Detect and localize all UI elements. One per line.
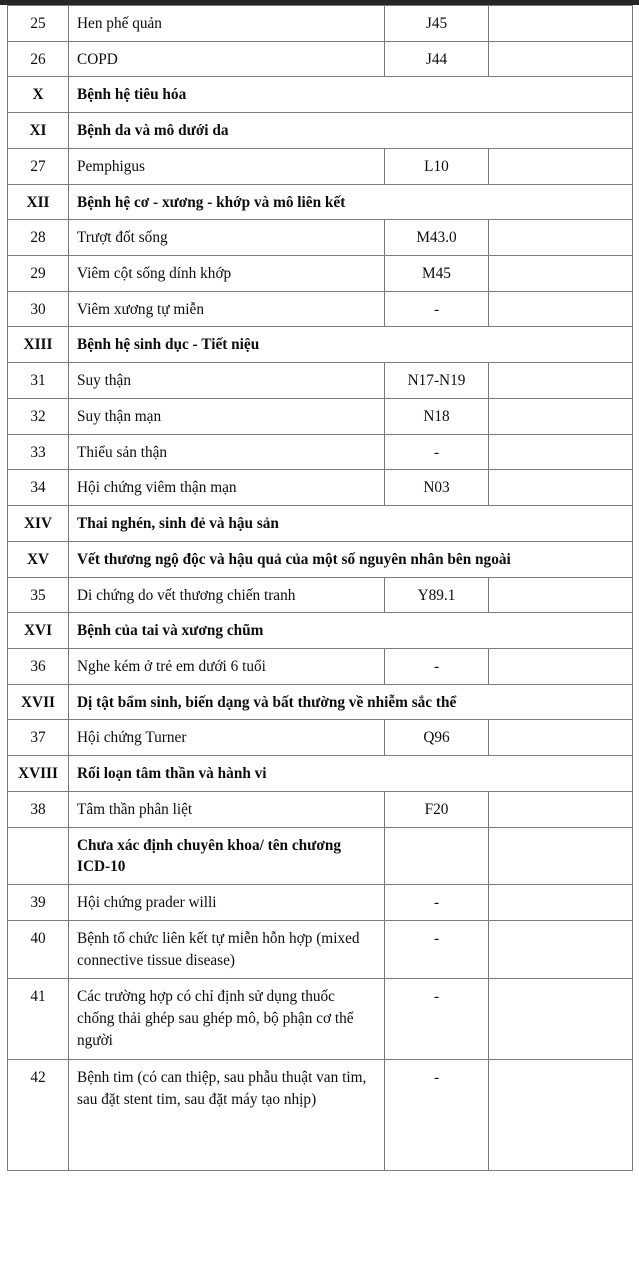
note-cell	[489, 827, 633, 884]
disease-name: Chưa xác định chuyên khoa/ tên chương ICD-10	[77, 836, 341, 876]
chapter-roman: XIII	[23, 336, 53, 354]
icd-code: L10	[424, 157, 449, 175]
chapter-name: Bệnh hệ tiêu hóa	[77, 86, 187, 104]
note-cell	[489, 920, 633, 978]
chapter-roman: XV	[26, 550, 50, 568]
row-number-cell	[8, 220, 69, 256]
chapter-name: Dị tật bẩm sinh, biến dạng và bất thường về nhiễm sắc thể	[77, 693, 457, 711]
disease-name: Hội chứng Turner	[77, 729, 187, 747]
chapter-name: Vết thương ngộ độc và hậu quả của một số nguyên nhân bên ngoài	[77, 550, 511, 568]
disease-name: Bệnh tổ chức liên kết tự miễn hỗn hợp (mixed connective tissue disease)	[77, 929, 360, 969]
icd-code: -	[433, 1068, 440, 1086]
chapter-name-cell	[69, 327, 633, 363]
disease-name-cell	[69, 979, 385, 1060]
chapter-heading-row	[8, 184, 633, 220]
note-cell	[489, 979, 633, 1060]
table-row	[8, 1059, 633, 1170]
row-number	[8, 828, 68, 841]
note-cell	[489, 291, 633, 327]
disease-name-cell	[69, 470, 385, 506]
disease-name: Thiểu sản thận	[77, 443, 168, 461]
disease-name-cell	[69, 256, 385, 292]
note-text	[489, 292, 632, 305]
row-number-cell	[8, 1059, 69, 1170]
chapter-heading-row	[8, 613, 633, 649]
chapter-roman-cell	[8, 184, 69, 220]
table-row	[8, 979, 633, 1060]
note-text	[489, 792, 632, 805]
note-text	[489, 399, 632, 412]
disease-name-cell	[69, 827, 385, 884]
row-number-cell	[8, 979, 69, 1060]
icd-code-cell	[385, 148, 489, 184]
disease-name: Viêm cột sống dính khớp	[77, 265, 232, 283]
row-number: 31	[30, 372, 46, 390]
icd-code: Q96	[423, 729, 450, 747]
note-text	[489, 6, 632, 19]
row-number: 37	[30, 729, 46, 747]
table-row	[8, 884, 633, 920]
disease-name-cell	[69, 1059, 385, 1170]
row-number-cell	[8, 41, 69, 77]
chapter-roman-cell	[8, 541, 69, 577]
row-number-cell	[8, 577, 69, 613]
table-row	[8, 434, 633, 470]
row-number: 30	[30, 300, 46, 318]
table-row	[8, 291, 633, 327]
note-cell	[489, 791, 633, 827]
table-row	[8, 791, 633, 827]
disease-name-cell	[69, 884, 385, 920]
disease-name: Nghe kém ở trẻ em dưới 6 tuổi	[77, 657, 266, 675]
row-number: 34	[30, 479, 46, 497]
note-text	[489, 979, 632, 992]
disease-name-cell	[69, 577, 385, 613]
table-row	[8, 648, 633, 684]
icd-code: F20	[424, 800, 449, 818]
disease-name-cell	[69, 291, 385, 327]
row-number: 32	[30, 407, 46, 425]
disease-name: Hen phế quản	[77, 15, 162, 32]
chapter-roman-cell	[8, 113, 69, 149]
table-row	[8, 720, 633, 756]
chapter-name: Thai nghén, sinh đẻ và hậu sản	[77, 515, 279, 533]
table-row	[8, 6, 633, 42]
note-cell	[489, 363, 633, 399]
disease-name: Di chứng do vết thương chiến tranh	[77, 586, 296, 604]
disease-name: Suy thận	[77, 372, 131, 390]
row-number-cell	[8, 884, 69, 920]
row-number-cell	[8, 470, 69, 506]
row-number-cell	[8, 720, 69, 756]
row-number: 33	[30, 443, 46, 461]
disease-name-cell	[69, 434, 385, 470]
icd-code-cell	[385, 884, 489, 920]
chapter-heading-row	[8, 113, 633, 149]
row-number: 26	[30, 50, 46, 68]
note-text	[489, 1060, 632, 1073]
row-number: 25	[30, 15, 46, 32]
chapter-name-cell	[69, 506, 633, 542]
note-text	[489, 149, 632, 162]
chapter-roman-cell	[8, 613, 69, 649]
icd-code: -	[433, 929, 440, 947]
table-row	[8, 398, 633, 434]
icd-code	[385, 828, 488, 841]
icd-code-cell	[385, 720, 489, 756]
note-text	[489, 42, 632, 55]
note-text	[489, 578, 632, 591]
chapter-name: Bệnh hệ sinh dục - Tiết niệu	[77, 336, 260, 354]
note-cell	[489, 398, 633, 434]
document-page	[0, 5, 639, 1171]
row-number-cell	[8, 256, 69, 292]
note-cell	[489, 148, 633, 184]
note-text	[489, 720, 632, 733]
chapter-heading-row	[8, 77, 633, 113]
note-text	[489, 828, 632, 841]
chapter-heading-row	[8, 684, 633, 720]
note-text	[489, 921, 632, 934]
note-text	[489, 470, 632, 483]
chapter-name-cell	[69, 684, 633, 720]
row-number: 38	[30, 800, 46, 818]
disease-name-cell	[69, 220, 385, 256]
chapter-roman: XI	[29, 122, 47, 140]
note-text	[489, 363, 632, 376]
disease-name-cell	[69, 41, 385, 77]
table-row	[8, 41, 633, 77]
icd-code-cell	[385, 434, 489, 470]
note-cell	[489, 1059, 633, 1170]
note-text	[489, 220, 632, 233]
disease-name: Các trường hợp có chỉ định sử dụng thuốc chống thải ghép sau ghép mô, bộ phận cơ thể người	[77, 988, 354, 1050]
chapter-roman: XII	[26, 193, 50, 211]
note-cell	[489, 648, 633, 684]
chapter-name-cell	[69, 77, 633, 113]
disease-name: Tâm thần phân liệt	[77, 800, 193, 818]
note-text	[489, 885, 632, 898]
table-row	[8, 920, 633, 978]
icd-code: M45	[422, 265, 451, 283]
icd-code-cell	[385, 979, 489, 1060]
row-number: 39	[30, 893, 46, 911]
chapter-heading-row	[8, 506, 633, 542]
note-cell	[489, 256, 633, 292]
disease-name-cell	[69, 720, 385, 756]
chapter-name: Bệnh da và mô dưới da	[77, 122, 229, 140]
disease-name-cell	[69, 648, 385, 684]
icd-code: N18	[423, 407, 450, 425]
disease-name: Trượt đốt sống	[77, 229, 168, 247]
row-number: 40	[30, 929, 46, 947]
chapter-heading-row	[8, 327, 633, 363]
disease-name-cell	[69, 6, 385, 42]
row-number-cell	[8, 827, 69, 884]
icd-code-cell	[385, 791, 489, 827]
icd-code: M43.0	[416, 229, 457, 247]
disease-name-cell	[69, 791, 385, 827]
row-number-cell	[8, 434, 69, 470]
chapter-name-cell	[69, 756, 633, 792]
icd-code-cell	[385, 920, 489, 978]
row-number: 41	[30, 988, 46, 1006]
chapter-roman: X	[32, 86, 44, 104]
icd-code-cell	[385, 291, 489, 327]
icd-code: -	[433, 657, 440, 675]
disease-name-cell	[69, 363, 385, 399]
table-row	[8, 470, 633, 506]
disease-name: Bệnh tim (có can thiệp, sau phẫu thuật van tim, sau đặt stent tim, sau đặt máy tạo nhịp)	[77, 1068, 367, 1108]
chapter-roman: XVII	[21, 693, 55, 711]
icd-code: -	[433, 443, 440, 461]
row-number-cell	[8, 920, 69, 978]
icd-code: N03	[423, 479, 450, 497]
chapter-name-cell	[69, 613, 633, 649]
table-row	[8, 148, 633, 184]
table-body	[8, 6, 633, 1171]
chapter-heading-row	[8, 756, 633, 792]
row-number-cell	[8, 398, 69, 434]
note-cell	[489, 470, 633, 506]
row-number: 28	[30, 229, 46, 247]
icd-code-cell	[385, 1059, 489, 1170]
chapter-name-cell	[69, 113, 633, 149]
disease-name-cell	[69, 398, 385, 434]
icd-code: N17-N19	[407, 372, 466, 390]
row-number-cell	[8, 6, 69, 42]
icd-code-cell	[385, 470, 489, 506]
note-cell	[489, 720, 633, 756]
disease-name: Pemphigus	[77, 157, 145, 175]
disease-name: COPD	[77, 50, 118, 68]
note-cell	[489, 577, 633, 613]
table-row	[8, 256, 633, 292]
table-row	[8, 220, 633, 256]
disease-name: Suy thận mạn	[77, 407, 162, 425]
note-text	[489, 256, 632, 269]
note-cell	[489, 434, 633, 470]
chapter-roman-cell	[8, 756, 69, 792]
row-number: 29	[30, 265, 46, 283]
icd-code-cell	[385, 363, 489, 399]
icd-code: -	[433, 300, 440, 318]
icd-code-cell	[385, 827, 489, 884]
subsection-heading-row	[8, 827, 633, 884]
note-text	[489, 435, 632, 448]
icd-code-cell	[385, 256, 489, 292]
note-cell	[489, 41, 633, 77]
row-number-cell	[8, 791, 69, 827]
row-number: 42	[30, 1068, 46, 1086]
icd-code: -	[433, 893, 440, 911]
chapter-roman: XIV	[23, 515, 53, 533]
chapter-name: Bệnh của tai và xương chũm	[77, 622, 264, 640]
chapter-name: Bệnh hệ cơ - xương - khớp và mô liên kết	[77, 193, 346, 211]
chapter-roman-cell	[8, 327, 69, 363]
icd-code-cell	[385, 41, 489, 77]
disease-name-cell	[69, 148, 385, 184]
row-number-cell	[8, 363, 69, 399]
note-cell	[489, 884, 633, 920]
icd-code-cell	[385, 648, 489, 684]
icd-code-cell	[385, 6, 489, 42]
chapter-roman: XVIII	[18, 765, 58, 783]
chapter-name-cell	[69, 541, 633, 577]
icd-code: -	[433, 988, 440, 1006]
row-number-cell	[8, 148, 69, 184]
chapter-heading-row	[8, 541, 633, 577]
disease-name: Hội chứng prader willi	[77, 893, 217, 911]
chapter-roman-cell	[8, 77, 69, 113]
row-number: 36	[30, 657, 46, 675]
icd-code: J44	[425, 50, 448, 68]
disease-name-cell	[69, 920, 385, 978]
disease-name: Viêm xương tự miễn	[77, 300, 204, 318]
chapter-roman-cell	[8, 506, 69, 542]
icd-code-cell	[385, 220, 489, 256]
icd-code-cell	[385, 577, 489, 613]
note-text	[489, 649, 632, 662]
note-cell	[489, 220, 633, 256]
icd-code-cell	[385, 398, 489, 434]
chapter-name-cell	[69, 184, 633, 220]
row-number-cell	[8, 648, 69, 684]
chapter-name: Rối loạn tâm thần và hành vi	[77, 765, 267, 783]
note-cell	[489, 6, 633, 42]
icd10-disease-table	[7, 5, 633, 1171]
icd-code: J45	[425, 15, 448, 32]
row-number: 27	[30, 157, 46, 175]
table-row	[8, 577, 633, 613]
row-number-cell	[8, 291, 69, 327]
table-row	[8, 363, 633, 399]
disease-name: Hội chứng viêm thận mạn	[77, 479, 237, 497]
chapter-roman: XVI	[23, 622, 53, 640]
icd-code: Y89.1	[417, 586, 456, 604]
row-number: 35	[30, 586, 46, 604]
chapter-roman-cell	[8, 684, 69, 720]
